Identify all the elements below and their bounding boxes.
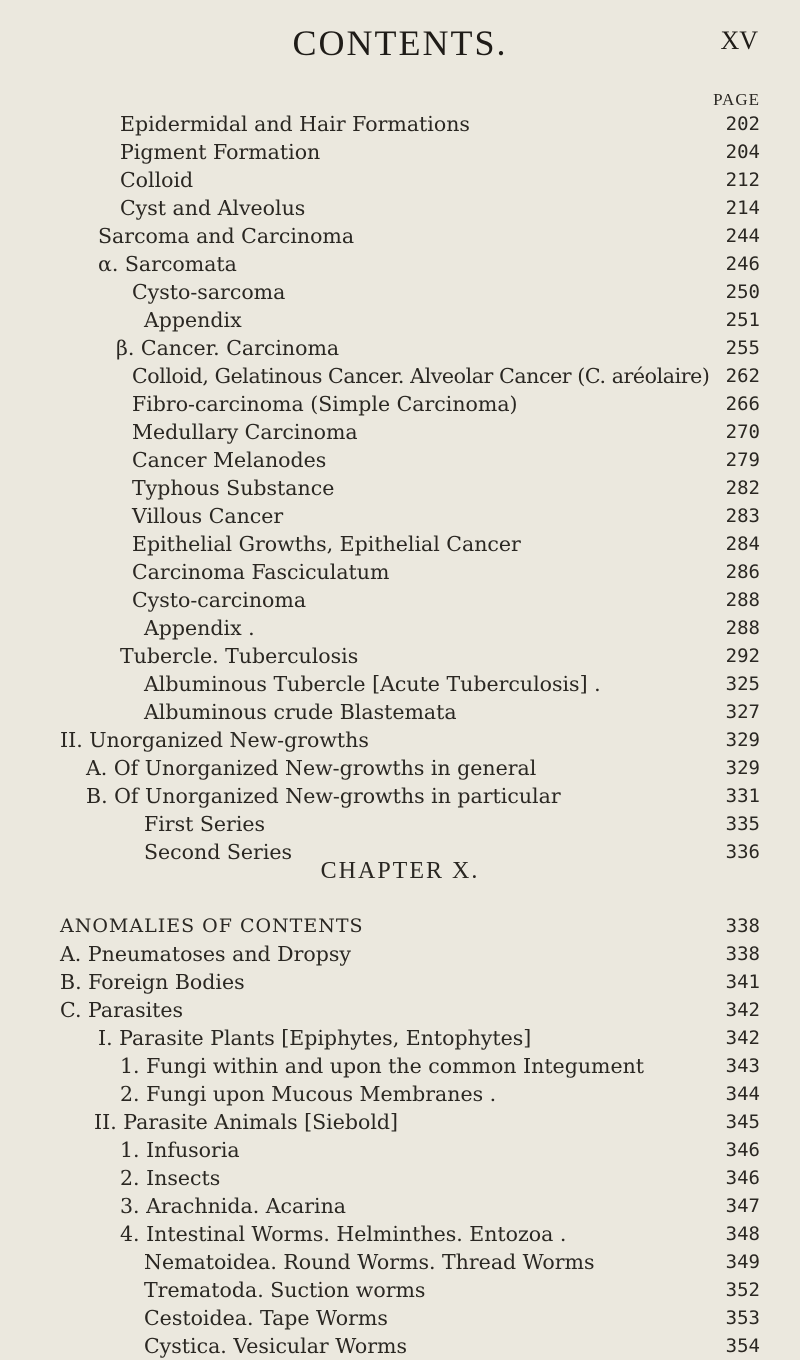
toc-entry-page: 341 — [725, 971, 760, 993]
toc-entry-page: 266 — [725, 393, 760, 415]
toc-entry-title: ANOMALIES OF CONTENTS — [60, 915, 364, 937]
toc-entry — [0, 1304, 800, 1332]
toc-entry — [0, 362, 800, 390]
toc-entry-page: 279 — [725, 449, 760, 471]
toc-entry-title: Cyst and Alveolus — [120, 196, 306, 220]
toc-entry — [0, 222, 800, 250]
toc-entry-title: Epithelial Growths, Epithelial Cancer — [132, 532, 521, 556]
toc-entry-page: 250 — [725, 281, 760, 303]
toc-entry-page: 262 — [725, 365, 760, 387]
toc-entry — [0, 1024, 800, 1052]
toc-entry-title: 1. Infusoria — [120, 1138, 240, 1162]
toc-entry-title: Second Series — [144, 840, 293, 864]
toc-entry-page: 282 — [725, 477, 760, 499]
toc-entry-page: 335 — [725, 813, 760, 835]
toc-entry-title: Albuminous crude Blastemata — [144, 700, 457, 724]
toc-entry-page: 343 — [725, 1055, 760, 1077]
toc-entry-title: Albuminous Tubercle [Acute Tuberculosis] . — [144, 672, 601, 696]
toc-entry — [0, 754, 800, 782]
toc-entry-page: 336 — [725, 841, 760, 863]
toc-entry-title: Cystica. Vesicular Worms — [144, 1334, 408, 1358]
toc-entry — [0, 418, 800, 446]
toc-entry-page: 270 — [725, 421, 760, 443]
toc-entry-page: 329 — [725, 757, 760, 779]
toc-entry-title: 3. Arachnida. Acarina — [120, 1194, 347, 1218]
toc-entry — [0, 558, 800, 586]
toc-entry-title: B. Foreign Bodies — [60, 970, 245, 994]
toc-entry-page: 347 — [725, 1195, 760, 1217]
toc-entry-page: 286 — [725, 561, 760, 583]
toc-entry-title: Medullary Carcinoma — [132, 420, 358, 444]
toc-entry — [0, 530, 800, 558]
toc-entry-title: Cancer Melanodes — [132, 448, 327, 472]
toc-entry-title: First Series — [144, 812, 266, 836]
toc-entry-page: 342 — [725, 999, 760, 1021]
toc-entry-title: Fibro-carcinoma (Simple Carcinoma) — [132, 392, 518, 416]
toc-entry — [0, 1136, 800, 1164]
toc-entry-title: α. Sarcomata — [98, 252, 237, 276]
toc-entry — [0, 306, 800, 334]
toc-entry-title: Epidermidal and Hair Formations — [120, 112, 470, 136]
toc-entry-page: 345 — [725, 1111, 760, 1133]
toc-entry — [0, 614, 800, 642]
toc-entry — [0, 1192, 800, 1220]
toc-entry — [0, 670, 800, 698]
toc-entry-page: 331 — [725, 785, 760, 807]
toc-entry-page: 255 — [725, 337, 760, 359]
toc-entry — [0, 138, 800, 166]
toc-entry-title: C. Parasites — [60, 998, 184, 1022]
toc-entry — [0, 1052, 800, 1080]
toc-entry-title: Typhous Substance — [132, 476, 335, 500]
toc-entry — [0, 996, 800, 1024]
toc-entry-title: Colloid — [120, 168, 194, 192]
toc-entry-page: 288 — [725, 589, 760, 611]
running-header-page-number: XV — [720, 26, 758, 55]
toc-entry-title: 1. Fungi within and upon the common Integument — [120, 1054, 645, 1078]
toc-entry — [0, 166, 800, 194]
toc-entry — [0, 1108, 800, 1136]
toc-entry-title: Villous Cancer — [132, 504, 284, 528]
toc-entry-page: 352 — [725, 1279, 760, 1301]
toc-entry-title: 4. Intestinal Worms. Helminthes. Entozoa . — [120, 1222, 567, 1246]
toc-entry-title: Tubercle. Tuberculosis — [120, 644, 359, 668]
toc-entry — [0, 446, 800, 474]
toc-entry-page: 325 — [725, 673, 760, 695]
toc-entry — [0, 1276, 800, 1304]
toc-entry-title: I. Parasite Plants [Epiphytes, Entophytes] — [98, 1026, 532, 1050]
toc-entry-title: Pigment Formation — [120, 140, 321, 164]
toc-entry — [0, 940, 800, 968]
toc-entry — [0, 1248, 800, 1276]
toc-entry-title: Appendix — [144, 308, 242, 332]
toc-entry — [0, 390, 800, 418]
toc-entry — [0, 250, 800, 278]
toc-entry-page: 348 — [725, 1223, 760, 1245]
chapter-heading: CHAPTER X. — [320, 858, 480, 884]
toc-entry — [0, 782, 800, 810]
toc-entry-page: 338 — [725, 943, 760, 965]
toc-entry-title: Trematoda. Suction worms — [144, 1278, 426, 1302]
toc-entry-title: B. Of Unorganized New-growths in particular — [86, 784, 561, 808]
toc-entry-page: 244 — [725, 225, 760, 247]
toc-entry-title: Cysto-carcinoma — [132, 588, 307, 612]
toc-entry-title: II. Unorganized New-growths — [60, 728, 369, 752]
toc-entry — [0, 194, 800, 222]
toc-entry-title: Carcinoma Fasciculatum — [132, 560, 390, 584]
toc-entry — [0, 474, 800, 502]
toc-entry-page: 288 — [725, 617, 760, 639]
toc-entry-title: Sarcoma and Carcinoma — [98, 224, 355, 248]
toc-entry-title: Cestoidea. Tape Worms — [144, 1306, 388, 1330]
toc-entry-title: Nematoidea. Round Worms. Thread Worms — [144, 1250, 595, 1274]
toc-entry — [0, 586, 800, 614]
toc-entry-page: 212 — [725, 169, 760, 191]
toc-entry — [0, 810, 800, 838]
toc-entry-page: 292 — [725, 645, 760, 667]
toc-entry — [0, 278, 800, 306]
toc-entry — [0, 1164, 800, 1192]
toc-entry-page: 353 — [725, 1307, 760, 1329]
toc-entry-page: 349 — [725, 1251, 760, 1273]
toc-entry-page: 284 — [725, 533, 760, 555]
toc-entry — [0, 642, 800, 670]
toc-entry-page: 246 — [725, 253, 760, 275]
toc-entry-title: Cysto-sarcoma — [132, 280, 286, 304]
toc-entry-title: β. Cancer. Carcinoma — [116, 336, 340, 360]
toc-entry-title: Appendix . — [144, 616, 255, 640]
toc-entry-page: 346 — [725, 1167, 760, 1189]
toc-entry-title: 2. Insects — [120, 1166, 221, 1190]
page-column-label: PAGE — [713, 90, 760, 109]
toc-entry — [0, 968, 800, 996]
toc-entry-page: 346 — [725, 1139, 760, 1161]
toc-entry — [0, 334, 800, 362]
toc-entry-page: 342 — [725, 1027, 760, 1049]
toc-entry — [0, 502, 800, 530]
toc-entry-title: II. Parasite Animals [Siebold] — [94, 1110, 398, 1134]
toc-entry — [0, 698, 800, 726]
running-header-title: CONTENTS. — [292, 23, 508, 63]
toc-entry-page: 327 — [725, 701, 760, 723]
toc-entry — [0, 912, 800, 940]
toc-entry — [0, 1332, 800, 1360]
toc-entry-title: A. Pneumatoses and Dropsy — [60, 942, 351, 966]
toc-entry — [0, 1080, 800, 1108]
toc-entry-page: 214 — [725, 197, 760, 219]
toc-entry — [0, 110, 800, 138]
toc-entry-page: 251 — [725, 309, 760, 331]
toc-entry-page: 344 — [725, 1083, 760, 1105]
toc-entry — [0, 1220, 800, 1248]
toc-entry-page: 204 — [725, 141, 760, 163]
toc-entry-title: A. Of Unorganized New-growths in general — [86, 756, 537, 780]
toc-entry-page: 202 — [725, 113, 760, 135]
toc-entry — [0, 726, 800, 754]
toc-entry-title: Colloid, Gelatinous Cancer. Alveolar Cancer (C. aréolaire) — [132, 364, 710, 388]
toc-entry-page: 329 — [725, 729, 760, 751]
toc-entry-title: 2. Fungi upon Mucous Membranes . — [120, 1082, 497, 1106]
toc-entry-page: 354 — [725, 1335, 760, 1357]
toc-entry-page: 283 — [725, 505, 760, 527]
toc-entry-page: 338 — [725, 915, 760, 937]
